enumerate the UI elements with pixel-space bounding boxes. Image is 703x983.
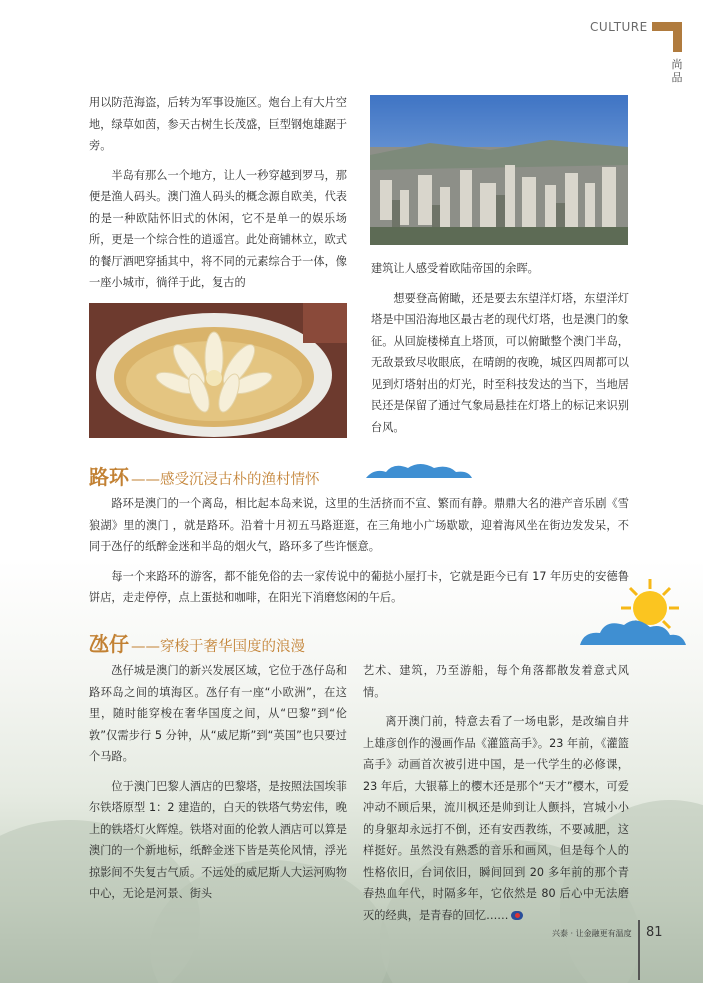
- left-column-top: [89, 92, 347, 302]
- section2-left-column: [89, 660, 347, 913]
- paragraph: 每一个来路环的游客，都不能免俗的去一家传说中的葡挞小屋打卡，它就是距今已有 17 年历史的安德鲁饼店，走走停停，点上蛋挞和咖啡，在阳光下消磨悠闲的午后。: [89, 569, 629, 604]
- paragraph: 用以防范海盗，后转为军事设施区。炮台上有大片空地，绿草如茵，参天古树生长茂盛，巨型钢炮雄踞于旁。: [89, 96, 347, 152]
- paragraph-text: 离开澳门前，特意去看了一场电影，是改编自井上雄彦创作的漫画作品《灌篮高手》。23 年前，《灌篮高手》动画首次被引进中国，是一代学生的必修课，23 年后，大银幕上的樱木还是那个“天才”樱木，可爱冲动不顾后果，流川枫还是帅到让人颤抖，宫城小小的身躯却永远打不倒，还有安西教练，不要减肥，这样挺好。虽然没有熟悉的音乐和画风，但是每个人的性格依旧，台词依旧，瞬间回到 20 多年前的那个青春热血年代，时隔多年，它依然是 80 后心中无法磨灭的经典，是青春的回忆……: [363, 715, 629, 922]
- footer-divider: [638, 920, 640, 980]
- section-subtitle: ——感受沉浸古朴的渔村情怀: [131, 472, 320, 488]
- end-mark-icon: [511, 911, 523, 920]
- right-column-top: [371, 258, 629, 446]
- paragraph: 艺术、建筑，乃至游船，每个角落都散发着意式风情。: [363, 664, 629, 699]
- city-photo-graphic: [370, 95, 628, 245]
- section-heading-luhuan: [89, 461, 320, 490]
- section-subtitle: ——穿梭于奢华国度的浪漫: [131, 639, 305, 655]
- paragraph: 半岛有那么一个地方，让人一秒穿越到罗马，那便是渔人码头。澳门渔人码头的概念源自欧美，代表的是一种欧陆怀旧式的休闲，它不是单一的娱乐场所，更是一个综合性的逍遥宫。此处商铺林立，欧式的餐厅酒吧穿插其中，将不同的元素综合于一体，像一座小城市，徜徉于此，复古的: [89, 168, 347, 289]
- paragraph: 氹仔城是澳门的新兴发展区域，它位于氹仔岛和路环岛之间的填海区。氹仔有一座“小欧洲”，在这里，随时能穿梭在奢华国度之间，从“巴黎”到“伦敦”仅需步行 5 分钟，从“威尼斯”到“英国”也只要过个马路。: [89, 664, 347, 763]
- paragraph: 路环是澳门的一个离岛，相比起本岛来说，这里的生活挤而不宣、繁而有静。鼎鼎大名的港产音乐剧《雪狼湖》里的澳门 ，就是路环。沿着十月初五马路逛逛，在三角地小广场歇歇，迎着海风坐在街边发发呆，不同于氹仔的纸醉金迷和半岛的烟火气，路环多了些许惬意。: [89, 497, 629, 553]
- section-heading-taipa: [89, 628, 305, 657]
- paragraph: 位于澳门巴黎人酒店的巴黎塔，是按照法国埃菲尔铁塔原型 1：2 建造的，白天的铁塔气势宏伟，晚上的铁塔灯火辉煌。铁塔对面的伦敦人酒店可以算是澳门的一个新地标，纸醉金迷下皆是英伦风情，浮光掠影间不失复古气质。不远处的威尼斯人大运河购物中心，无论是河景、街头: [89, 779, 347, 900]
- cloud-icon: [364, 460, 474, 480]
- paragraph: 想要登高俯瞰，还是要去东望洋灯塔，东望洋灯塔是中国沿海地区最古老的现代灯塔，也是澳门的象征。从回旋楼梯直上塔顶，可以俯瞰整个澳门半岛，无敌景致尽收眼底，在晴朗的夜晚，城区四周都可以见到灯塔射出的灯光，时至科技发达的当下，当地居民还是保留了通过气象局悬挂在灯塔上的标记来识别台风。: [371, 291, 629, 434]
- section1-body: [89, 493, 629, 617]
- section2-right-column: [363, 660, 629, 934]
- dessert-photo-graphic: [89, 303, 347, 438]
- vertical-column-label: 尚品: [671, 58, 683, 84]
- footer-slogan: 兴泰 · 让金融更有温度: [552, 929, 632, 938]
- sun-icon: [578, 575, 688, 650]
- section-title: 氹仔: [89, 632, 129, 656]
- dessert-photo: [89, 303, 347, 438]
- section-title: 路环: [89, 465, 129, 489]
- section-label: CULTURE: [590, 20, 648, 34]
- paragraph: [363, 711, 629, 926]
- corner-decoration: [652, 22, 682, 52]
- page-number: 81: [646, 925, 663, 940]
- paragraph: 建筑让人感受着欧陆帝国的余晖。: [371, 262, 539, 275]
- city-skyline-photo: [370, 95, 628, 245]
